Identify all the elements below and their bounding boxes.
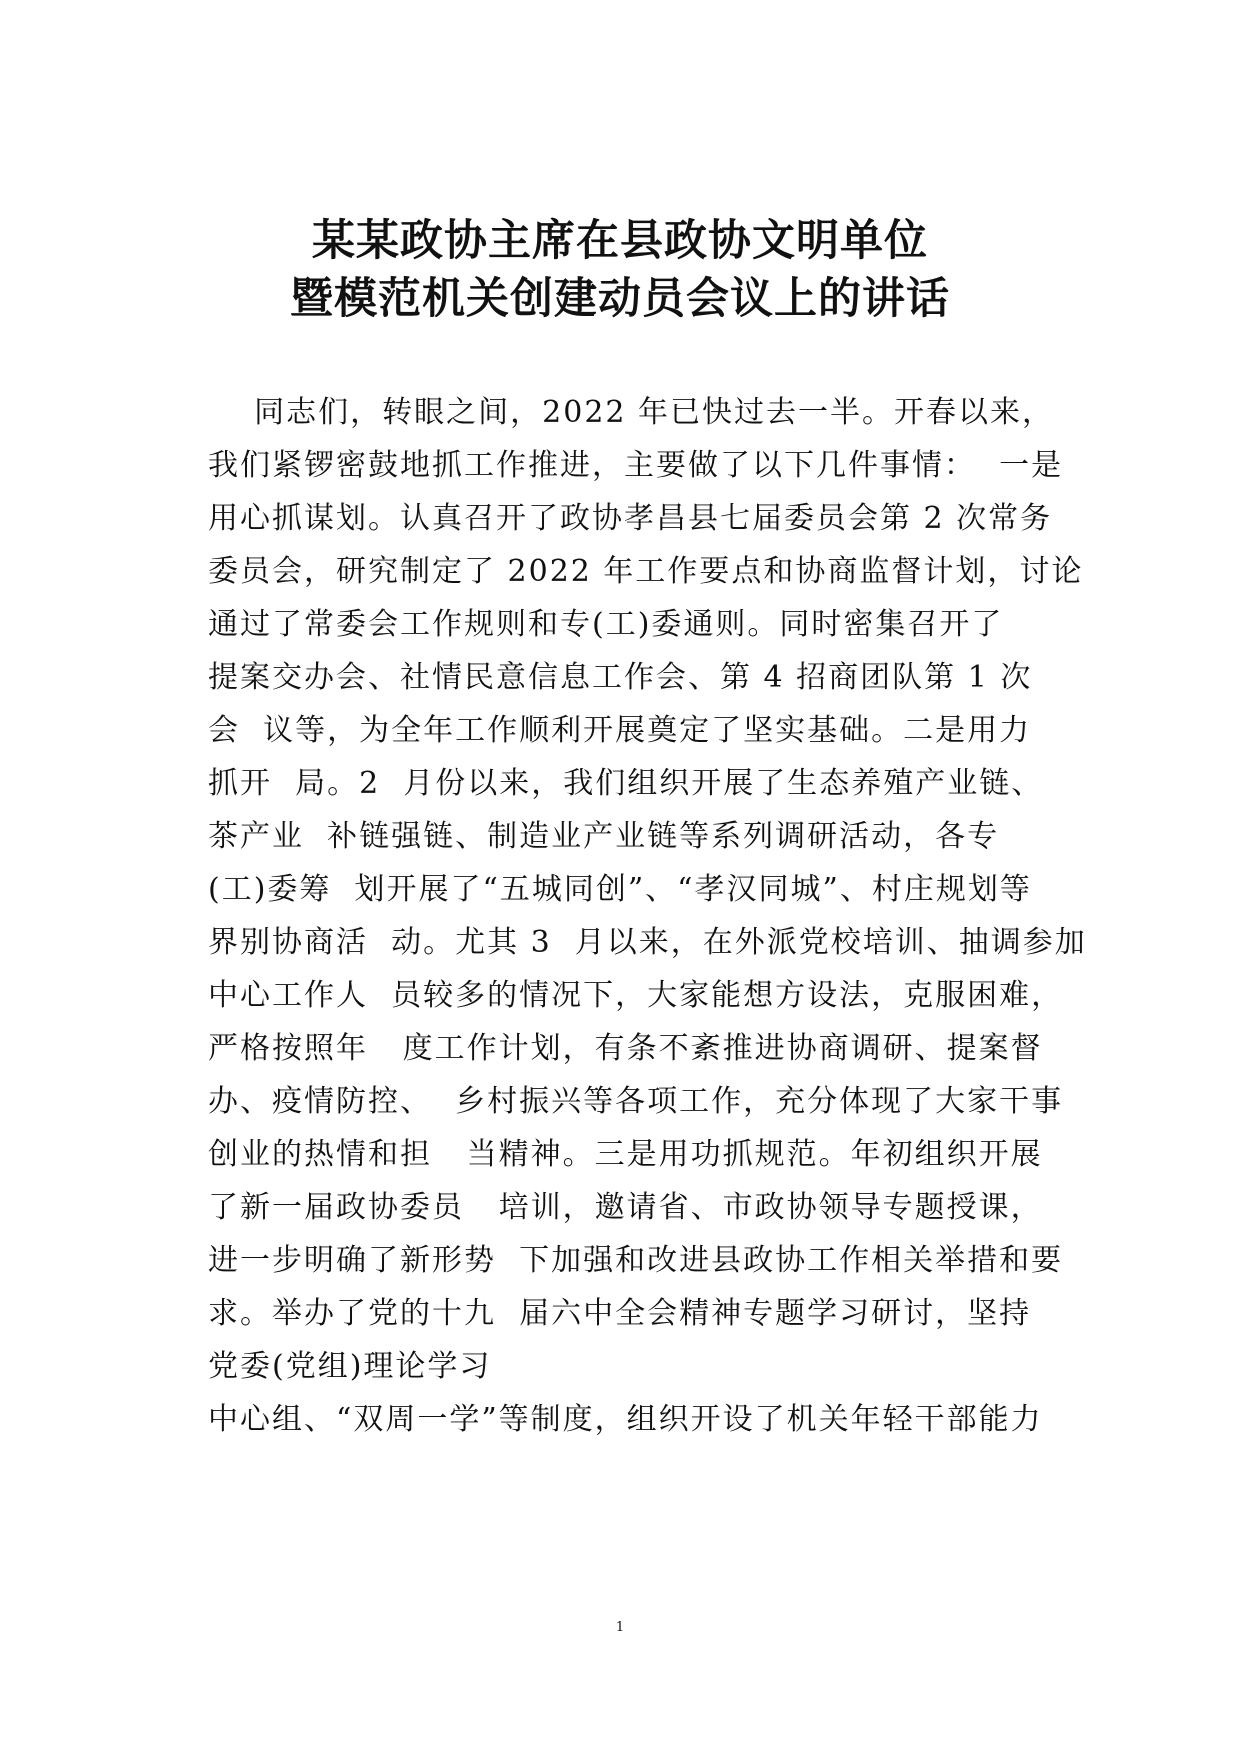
title-line-1: 某某政协主席在县政协文明单位 — [312, 216, 928, 266]
body-line: 提案交办会、社情民意信息工作会、第 4 招商团队第 1 次 — [208, 660, 1033, 695]
body-line: 了新一届政协委员 培训，邀请省、市政协领导专题授课， — [208, 1190, 1043, 1225]
body-line: 用心抓谋划。认真召开了政协孝昌县七届委员会第 2 次常务 — [208, 501, 1053, 536]
body-line: 委员会，研究制定了 2022 年工作要点和协商监督计划，讨论 — [208, 554, 1084, 589]
body-line: 通过了常委会工作规则和专(工)委通则。同时密集召开了 — [208, 607, 1004, 642]
body-line: 进一步明确了新形势 下加强和改进县政协工作相关举措和要 — [208, 1243, 1064, 1278]
body-line: 求。举办了党的十九 届六中全会精神专题学习研讨，坚持 — [208, 1296, 1032, 1331]
body-line: 会 议等，为全年工作顺利开展奠定了坚实基础。二是用力 — [208, 713, 1032, 748]
body-line: 茶产业 补链强链、制造业产业链等系列调研活动，各专 — [208, 819, 1000, 854]
body-line: 中心组、“双周一学”等制度，组织开设了机关年轻干部能力 — [208, 1402, 1043, 1437]
document-title — [0, 212, 1240, 328]
body-line: 党委(党组)理论学习 — [208, 1349, 492, 1384]
body-line: 抓开 局。2 月份以来，我们组织开展了生态养殖产业链、 — [208, 766, 1044, 801]
body-line: 中心工作人 员较多的情况下，大家能想方设法，克服困难， — [208, 978, 1064, 1013]
body-line: 办、疫情防控、 乡村振兴等各项工作，充分体现了大家干事 — [208, 1084, 1064, 1119]
body-line: 界别协商活 动。尤其 3 月以来，在外派党校培训、抽调参加 — [208, 925, 1087, 960]
body-line: 我们紧锣密鼓地抓工作推进，主要做了以下几件事情： 一是 — [208, 448, 1064, 483]
body-line: 同志们，转眼之间，2022 年已快过去一半。开春以来， — [208, 395, 1055, 430]
body-line: 创业的热情和担 当精神。三是用功抓规范。年初组织开展 — [208, 1137, 1043, 1172]
title-line-2: 暨模范机关创建动员会议上的讲话 — [290, 274, 950, 324]
body-line: (工)委筹 划开展了“五城同创”、“孝汉同城”、村庄规划等 — [208, 872, 1032, 907]
body-line: 严格按照年 度工作计划，有条不紊推进协商调研、提案督 — [208, 1031, 1043, 1066]
page-number: 1 — [615, 1620, 625, 1635]
body-text — [208, 386, 1088, 1446]
